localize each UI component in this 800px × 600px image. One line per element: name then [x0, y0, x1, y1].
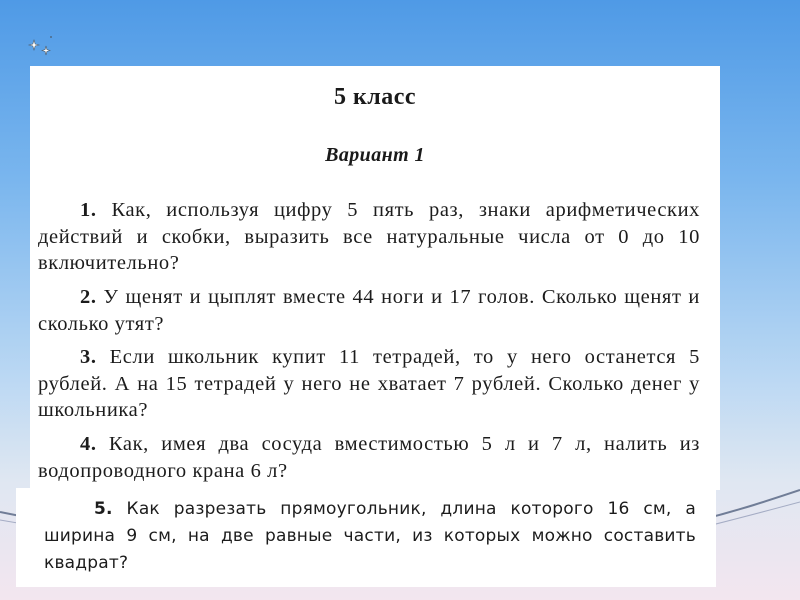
- problem-text: Если школьник купит 11 тетрадей, то у него останется 5 рублей. А на 15 тетрадей у него не хватает 7 рублей. Сколько денег у школьника?: [38, 346, 700, 421]
- problem-text: Как разрезать прямоугольник, длина которого 16 см, а ширина 9 см, на две равные части, из которых можно составить квадрат?: [44, 499, 696, 573]
- problem-number: 1.: [80, 199, 97, 221]
- problem-4: [38, 431, 700, 484]
- worksheet-panel: [30, 66, 720, 490]
- problem-text: Как, используя цифру 5 пять раз, знаки арифметических действий и скобки, выразить все натуральные числа от 0 до 10 включительно?: [38, 199, 700, 274]
- problem-text: Как, имея два сосуда вместимостью 5 л и 7 л, налить из водопроводного крана 6 л?: [38, 433, 700, 482]
- problem-5: [44, 496, 696, 577]
- problem-number: 5.: [94, 499, 113, 519]
- problem-1: [38, 197, 700, 277]
- worksheet-panel-extra: [16, 488, 716, 587]
- variant-heading: Вариант 1: [325, 144, 425, 166]
- page-title: 5 класс: [333, 84, 417, 110]
- problem-number: 3.: [80, 346, 97, 368]
- problem-2: [38, 284, 700, 337]
- problem-3: [38, 344, 700, 424]
- sparkle-icon: [26, 34, 56, 58]
- problem-number: 4.: [80, 433, 97, 455]
- problem-number: 2.: [80, 286, 97, 308]
- problem-text: У щенят и цыплят вместе 44 ноги и 17 голов. Сколько щенят и сколько утят?: [38, 286, 700, 335]
